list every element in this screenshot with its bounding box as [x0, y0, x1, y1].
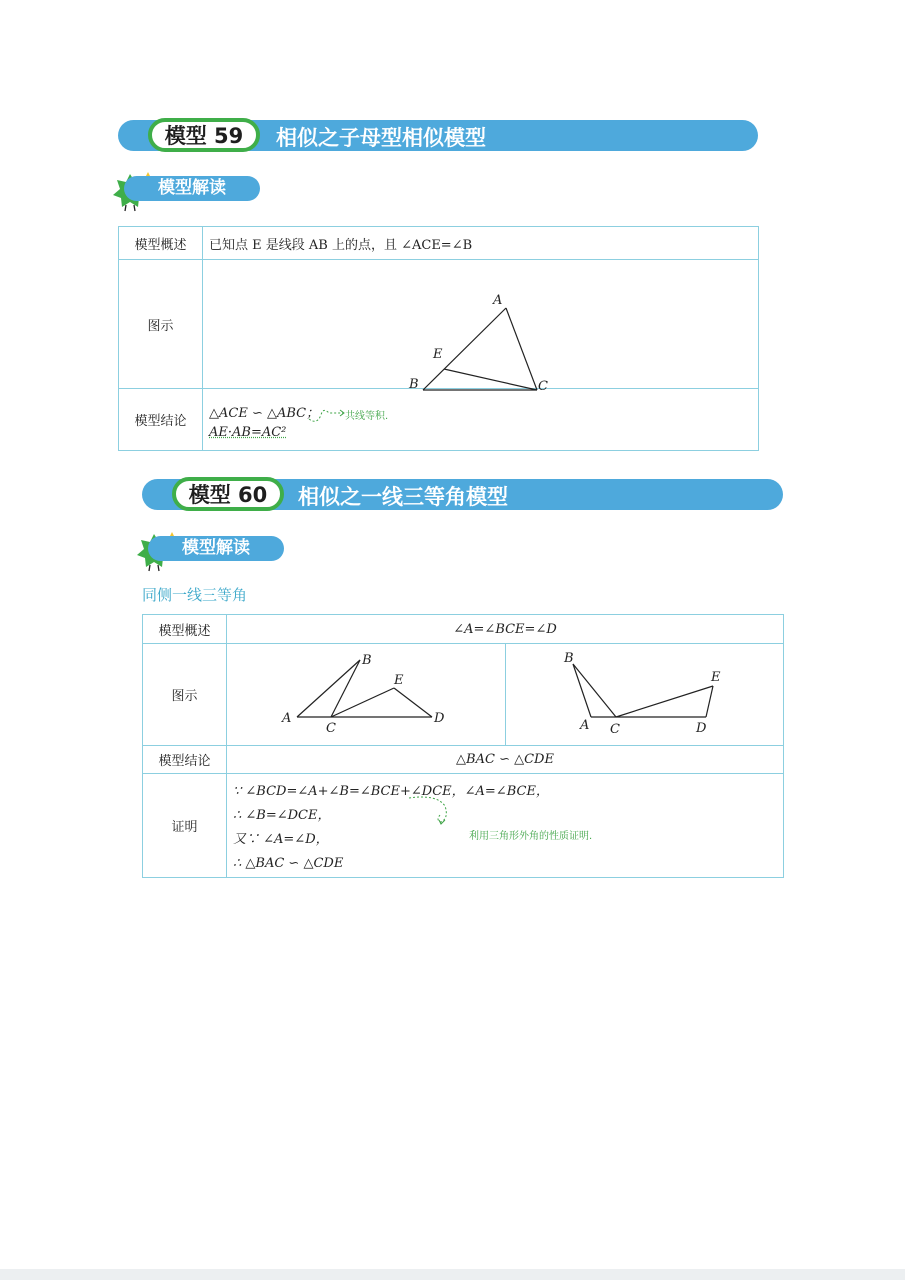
figure-label: 图示: [119, 260, 203, 389]
figure-left: [227, 644, 506, 741]
model-60-table: [142, 614, 784, 878]
subheading: 同侧一线三等角: [142, 586, 248, 604]
point-E: E: [433, 347, 443, 362]
note-arrow-icon: [407, 796, 467, 826]
page-bottom-bar: [0, 1269, 905, 1280]
figure-cell: [203, 260, 759, 394]
conclusion-line-1: △ACE ∽ △ABC；: [209, 405, 320, 421]
figure-right: [506, 644, 784, 741]
conclusion-label: 模型结论: [119, 389, 203, 451]
proof-line-4: ∴ △BAC ∽ △CDE: [233, 856, 344, 871]
conclusion-note: 共线等积.: [345, 411, 389, 422]
triangle-figure: [203, 260, 759, 394]
left-point-B: B: [362, 653, 372, 668]
overview-label: 模型概述: [143, 615, 227, 644]
model-59-title: 相似之子母型相似模型: [276, 126, 486, 150]
model-59-section-pill: 模型解读: [124, 176, 260, 201]
right-point-B: B: [564, 651, 574, 666]
model-59-badge: 模型 59: [148, 118, 260, 152]
point-B: B: [409, 377, 419, 392]
proof-line-3: 又∵ ∠A=∠D，: [233, 832, 329, 847]
proof-line-2: ∴ ∠B=∠DCE，: [233, 808, 331, 823]
overview-text: 已知点 E 是线段 AB 上的点，且 ∠ACE=∠B: [203, 227, 759, 260]
conclusion-label: 模型结论: [143, 746, 227, 774]
figure-right-cell: [506, 644, 784, 746]
note-arrow-icon: [307, 403, 347, 425]
conclusion-cell: [203, 389, 759, 451]
left-point-C: C: [326, 721, 336, 736]
overview-label: 模型概述: [119, 227, 203, 260]
figure-label: 图示: [143, 644, 227, 746]
model-59-table: [118, 226, 759, 451]
model-60-title: 相似之一线三等角模型: [298, 485, 508, 509]
left-point-A: A: [282, 711, 292, 726]
right-point-A: A: [580, 718, 590, 733]
figure-left-cell: [227, 644, 506, 746]
right-point-D: D: [696, 721, 707, 736]
proof-label: 证明: [143, 774, 227, 878]
proof-cell: [227, 774, 784, 878]
left-point-D: D: [434, 711, 445, 726]
model-60-section-pill: 模型解读: [148, 536, 284, 561]
proof-line-1: ∵ ∠BCD=∠A+∠B=∠BCE+∠DCE，∠A=∠BCE，: [233, 784, 549, 799]
right-point-C: C: [610, 722, 620, 737]
conclusion-text: △BAC ∽ △CDE: [227, 746, 784, 774]
conclusion-line-2: AE·AB=AC²: [209, 424, 287, 440]
point-A: A: [493, 293, 503, 308]
right-point-E: E: [711, 670, 721, 685]
overview-text: ∠A=∠BCE=∠D: [227, 615, 784, 644]
point-C: C: [538, 379, 548, 394]
proof-note: 利用三角形外角的性质证明.: [469, 831, 593, 842]
left-point-E: E: [394, 673, 404, 688]
model-60-badge: 模型 60: [172, 477, 284, 511]
